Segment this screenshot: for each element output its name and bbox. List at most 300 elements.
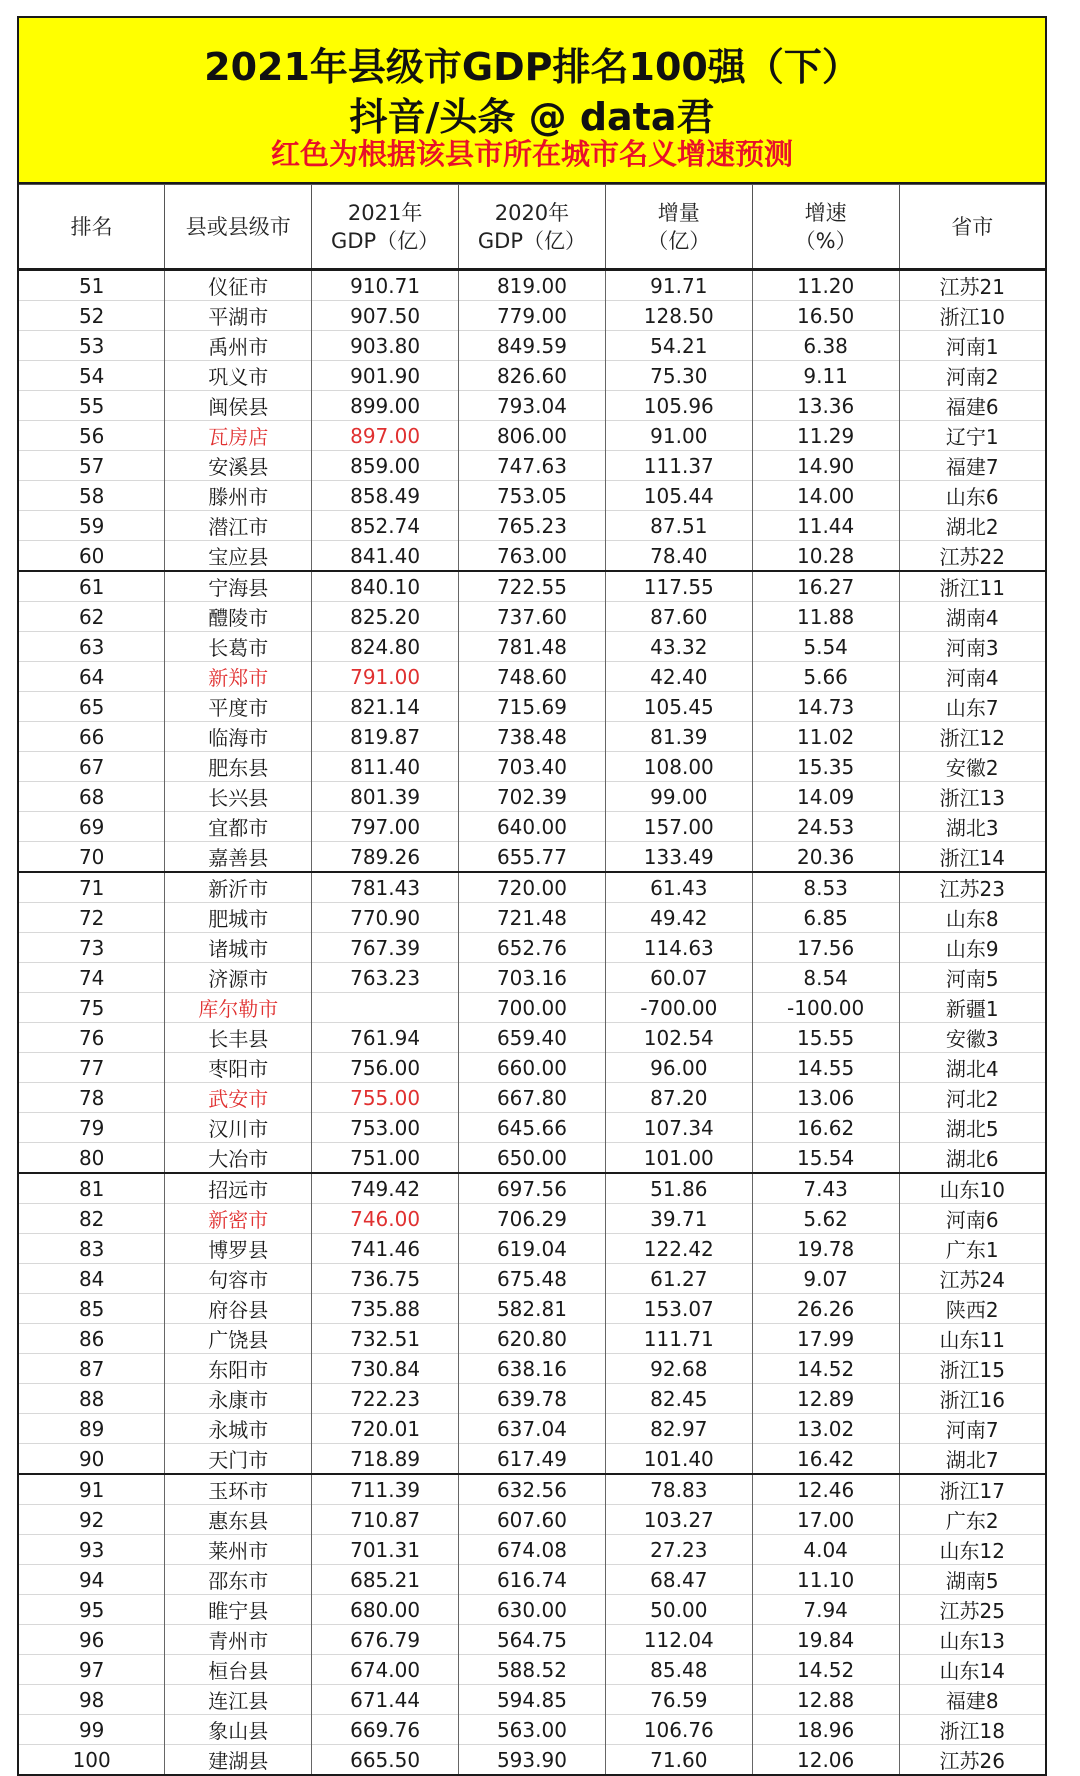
cell-growth: 7.43 xyxy=(752,1173,899,1204)
cell-gdp2021: 735.88 xyxy=(312,1294,459,1324)
cell-province: 浙江18 xyxy=(899,1715,1046,1745)
cell-rank: 93 xyxy=(18,1535,165,1565)
cell-increase: 117.55 xyxy=(605,571,752,602)
table-row xyxy=(18,1625,1046,1655)
header-line: 省市 xyxy=(951,214,994,239)
cell-gdp2021: 730.84 xyxy=(312,1354,459,1384)
cell-gdp2020: 703.40 xyxy=(459,752,606,782)
cell-gdp2021: 899.00 xyxy=(312,391,459,421)
cell-growth: 13.36 xyxy=(752,391,899,421)
cell-growth: 12.88 xyxy=(752,1685,899,1715)
cell-rank: 89 xyxy=(18,1414,165,1444)
cell-county: 诸城市 xyxy=(165,933,312,963)
header-line: 增速 xyxy=(804,200,847,225)
cell-increase: 50.00 xyxy=(605,1595,752,1625)
cell-increase: 99.00 xyxy=(605,782,752,812)
table-row xyxy=(18,782,1046,812)
table-row xyxy=(18,1655,1046,1685)
header-line: GDP（亿） xyxy=(477,228,586,253)
gdp-ranking-table xyxy=(17,184,1047,1776)
cell-increase: 105.45 xyxy=(605,692,752,722)
cell-growth: 14.90 xyxy=(752,451,899,481)
table-row xyxy=(18,1023,1046,1053)
cell-gdp2020: 645.66 xyxy=(459,1113,606,1143)
header-line: （%） xyxy=(794,228,857,253)
table-row xyxy=(18,812,1046,842)
cell-gdp2020: 819.00 xyxy=(459,270,606,301)
header-line: （亿） xyxy=(647,228,711,253)
cell-province: 湖北5 xyxy=(899,1113,1046,1143)
table-row xyxy=(18,511,1046,541)
cell-county: 临海市 xyxy=(165,722,312,752)
cell-county: 平度市 xyxy=(165,692,312,722)
cell-gdp2021: 711.39 xyxy=(312,1474,459,1505)
cell-province: 辽宁1 xyxy=(899,421,1046,451)
table-row xyxy=(18,421,1046,451)
cell-gdp2020: 619.04 xyxy=(459,1234,606,1264)
table-row xyxy=(18,1264,1046,1294)
cell-county: 滕州市 xyxy=(165,481,312,511)
cell-county: 长葛市 xyxy=(165,632,312,662)
cell-gdp2020: 721.48 xyxy=(459,903,606,933)
cell-province: 河南1 xyxy=(899,331,1046,361)
cell-growth: 8.54 xyxy=(752,963,899,993)
cell-rank: 79 xyxy=(18,1113,165,1143)
cell-growth: 11.88 xyxy=(752,602,899,632)
cell-increase: 76.59 xyxy=(605,1685,752,1715)
cell-increase: 51.86 xyxy=(605,1173,752,1204)
cell-gdp2021: 811.40 xyxy=(312,752,459,782)
cell-increase: 60.07 xyxy=(605,963,752,993)
cell-gdp2020: 607.60 xyxy=(459,1505,606,1535)
cell-rank: 73 xyxy=(18,933,165,963)
cell-province: 湖南4 xyxy=(899,602,1046,632)
cell-gdp2021: 910.71 xyxy=(312,270,459,301)
table-row xyxy=(18,1745,1046,1776)
cell-increase: 157.00 xyxy=(605,812,752,842)
cell-province: 浙江11 xyxy=(899,571,1046,602)
cell-growth: 16.27 xyxy=(752,571,899,602)
header-line: 排名 xyxy=(70,214,113,239)
cell-county: 惠东县 xyxy=(165,1505,312,1535)
cell-growth: 16.42 xyxy=(752,1444,899,1475)
cell-province: 山东13 xyxy=(899,1625,1046,1655)
cell-increase: 153.07 xyxy=(605,1294,752,1324)
cell-growth: 11.10 xyxy=(752,1565,899,1595)
table-row xyxy=(18,692,1046,722)
cell-gdp2021: 756.00 xyxy=(312,1053,459,1083)
cell-increase: 105.96 xyxy=(605,391,752,421)
page-title: 2021年县级市GDP排名100强（下） xyxy=(204,45,860,89)
cell-growth: 9.11 xyxy=(752,361,899,391)
cell-rank: 94 xyxy=(18,1565,165,1595)
cell-growth: 16.50 xyxy=(752,301,899,331)
table-row xyxy=(18,451,1046,481)
cell-county: 睢宁县 xyxy=(165,1595,312,1625)
cell-growth: 11.02 xyxy=(752,722,899,752)
table-row xyxy=(18,993,1046,1023)
col-header-rank xyxy=(18,185,165,270)
cell-province: 山东14 xyxy=(899,1655,1046,1685)
cell-rank: 84 xyxy=(18,1264,165,1294)
cell-gdp2020: 737.60 xyxy=(459,602,606,632)
cell-rank: 96 xyxy=(18,1625,165,1655)
cell-increase: 111.37 xyxy=(605,451,752,481)
cell-gdp2021: 755.00 xyxy=(312,1083,459,1113)
cell-rank: 97 xyxy=(18,1655,165,1685)
col-header-province xyxy=(899,185,1046,270)
cell-rank: 88 xyxy=(18,1384,165,1414)
table-row xyxy=(18,963,1046,993)
cell-province: 新疆1 xyxy=(899,993,1046,1023)
cell-county: 汉川市 xyxy=(165,1113,312,1143)
cell-rank: 58 xyxy=(18,481,165,511)
cell-county: 枣阳市 xyxy=(165,1053,312,1083)
cell-province: 湖北3 xyxy=(899,812,1046,842)
cell-county: 武安市 xyxy=(165,1083,312,1113)
cell-gdp2021: 676.79 xyxy=(312,1625,459,1655)
cell-county: 府谷县 xyxy=(165,1294,312,1324)
cell-gdp2020: 675.48 xyxy=(459,1264,606,1294)
cell-province: 福建8 xyxy=(899,1685,1046,1715)
cell-rank: 60 xyxy=(18,541,165,572)
cell-growth: 4.04 xyxy=(752,1535,899,1565)
cell-growth: 14.00 xyxy=(752,481,899,511)
cell-growth: 20.36 xyxy=(752,842,899,873)
table-row xyxy=(18,270,1046,301)
cell-province: 河南3 xyxy=(899,632,1046,662)
cell-county: 莱州市 xyxy=(165,1535,312,1565)
cell-gdp2020: 779.00 xyxy=(459,301,606,331)
cell-province: 山东9 xyxy=(899,933,1046,963)
cell-province: 浙江16 xyxy=(899,1384,1046,1414)
gdp-ranking-sheet xyxy=(17,16,1051,1773)
cell-increase: 101.40 xyxy=(605,1444,752,1475)
cell-rank: 90 xyxy=(18,1444,165,1475)
cell-gdp2021: 841.40 xyxy=(312,541,459,572)
cell-increase: 128.50 xyxy=(605,301,752,331)
table-row xyxy=(18,361,1046,391)
cell-province: 江苏21 xyxy=(899,270,1046,301)
cell-growth: 14.52 xyxy=(752,1354,899,1384)
cell-increase: 96.00 xyxy=(605,1053,752,1083)
cell-county: 肥东县 xyxy=(165,752,312,782)
cell-rank: 69 xyxy=(18,812,165,842)
cell-province: 山东12 xyxy=(899,1535,1046,1565)
table-row xyxy=(18,1384,1046,1414)
cell-increase: 105.44 xyxy=(605,481,752,511)
cell-gdp2020: 702.39 xyxy=(459,782,606,812)
cell-gdp2020: 667.80 xyxy=(459,1083,606,1113)
cell-increase: 106.76 xyxy=(605,1715,752,1745)
cell-county: 宝应县 xyxy=(165,541,312,572)
cell-rank: 74 xyxy=(18,963,165,993)
cell-county: 天门市 xyxy=(165,1444,312,1475)
cell-increase: 101.00 xyxy=(605,1143,752,1174)
cell-growth: 8.53 xyxy=(752,872,899,903)
cell-rank: 82 xyxy=(18,1204,165,1234)
cell-province: 山东7 xyxy=(899,692,1046,722)
cell-county: 新密市 xyxy=(165,1204,312,1234)
cell-gdp2020: 616.74 xyxy=(459,1565,606,1595)
cell-gdp2021: 701.31 xyxy=(312,1535,459,1565)
cell-gdp2021: 746.00 xyxy=(312,1204,459,1234)
cell-gdp2020: 806.00 xyxy=(459,421,606,451)
cell-growth: 9.07 xyxy=(752,1264,899,1294)
cell-county: 新沂市 xyxy=(165,872,312,903)
cell-rank: 52 xyxy=(18,301,165,331)
cell-rank: 77 xyxy=(18,1053,165,1083)
cell-gdp2020: 588.52 xyxy=(459,1655,606,1685)
cell-county: 闽侯县 xyxy=(165,391,312,421)
cell-province: 江苏22 xyxy=(899,541,1046,572)
cell-rank: 67 xyxy=(18,752,165,782)
cell-rank: 86 xyxy=(18,1324,165,1354)
cell-province: 浙江15 xyxy=(899,1354,1046,1384)
header-line: 增量 xyxy=(657,200,700,225)
cell-county: 长丰县 xyxy=(165,1023,312,1053)
cell-gdp2020: 849.59 xyxy=(459,331,606,361)
cell-county: 平湖市 xyxy=(165,301,312,331)
cell-rank: 83 xyxy=(18,1234,165,1264)
cell-rank: 85 xyxy=(18,1294,165,1324)
cell-gdp2021: 753.00 xyxy=(312,1113,459,1143)
cell-gdp2020: 700.00 xyxy=(459,993,606,1023)
cell-rank: 70 xyxy=(18,842,165,873)
cell-gdp2020: 753.05 xyxy=(459,481,606,511)
cell-county: 宜都市 xyxy=(165,812,312,842)
cell-growth: 5.54 xyxy=(752,632,899,662)
table-row xyxy=(18,1595,1046,1625)
cell-rank: 78 xyxy=(18,1083,165,1113)
cell-province: 浙江13 xyxy=(899,782,1046,812)
table-row xyxy=(18,1535,1046,1565)
table-row xyxy=(18,662,1046,692)
cell-province: 山东6 xyxy=(899,481,1046,511)
cell-increase: 91.71 xyxy=(605,270,752,301)
cell-rank: 56 xyxy=(18,421,165,451)
cell-gdp2021: 669.76 xyxy=(312,1715,459,1745)
cell-gdp2021: 763.23 xyxy=(312,963,459,993)
cell-increase: 71.60 xyxy=(605,1745,752,1776)
cell-growth: 12.06 xyxy=(752,1745,899,1776)
table-row xyxy=(18,1053,1046,1083)
cell-increase: 49.42 xyxy=(605,903,752,933)
cell-gdp2021: 824.80 xyxy=(312,632,459,662)
cell-province: 湖南5 xyxy=(899,1565,1046,1595)
cell-growth: 16.62 xyxy=(752,1113,899,1143)
cell-growth: 18.96 xyxy=(752,1715,899,1745)
cell-rank: 55 xyxy=(18,391,165,421)
header-line: 2020年 xyxy=(494,200,570,225)
table-row xyxy=(18,1444,1046,1475)
cell-increase: 85.48 xyxy=(605,1655,752,1685)
cell-growth: 17.56 xyxy=(752,933,899,963)
cell-increase: 61.27 xyxy=(605,1264,752,1294)
cell-growth: 6.85 xyxy=(752,903,899,933)
cell-county: 肥城市 xyxy=(165,903,312,933)
col-header-increase xyxy=(605,185,752,270)
cell-county: 连江县 xyxy=(165,1685,312,1715)
table-row xyxy=(18,1565,1046,1595)
cell-gdp2021: 858.49 xyxy=(312,481,459,511)
table-row xyxy=(18,1354,1046,1384)
cell-gdp2021: 767.39 xyxy=(312,933,459,963)
cell-gdp2021 xyxy=(312,993,459,1023)
cell-gdp2021: 722.23 xyxy=(312,1384,459,1414)
col-header-gdp2021 xyxy=(312,185,459,270)
cell-gdp2020: 638.16 xyxy=(459,1354,606,1384)
cell-increase: 91.00 xyxy=(605,421,752,451)
table-row xyxy=(18,632,1046,662)
cell-province: 河北2 xyxy=(899,1083,1046,1113)
cell-gdp2020: 564.75 xyxy=(459,1625,606,1655)
cell-rank: 76 xyxy=(18,1023,165,1053)
cell-increase: 78.83 xyxy=(605,1474,752,1505)
cell-gdp2021: 801.39 xyxy=(312,782,459,812)
cell-rank: 87 xyxy=(18,1354,165,1384)
cell-gdp2020: 763.00 xyxy=(459,541,606,572)
cell-county: 建湖县 xyxy=(165,1745,312,1776)
cell-province: 浙江12 xyxy=(899,722,1046,752)
cell-rank: 72 xyxy=(18,903,165,933)
cell-growth: 12.46 xyxy=(752,1474,899,1505)
cell-province: 河南2 xyxy=(899,361,1046,391)
cell-increase: 87.60 xyxy=(605,602,752,632)
cell-gdp2020: 637.04 xyxy=(459,1414,606,1444)
cell-province: 湖北6 xyxy=(899,1143,1046,1174)
cell-gdp2021: 749.42 xyxy=(312,1173,459,1204)
cell-gdp2021: 720.01 xyxy=(312,1414,459,1444)
cell-province: 河南4 xyxy=(899,662,1046,692)
cell-increase: 68.47 xyxy=(605,1565,752,1595)
cell-gdp2020: 655.77 xyxy=(459,842,606,873)
table-row xyxy=(18,602,1046,632)
cell-growth: 6.38 xyxy=(752,331,899,361)
cell-gdp2020: 738.48 xyxy=(459,722,606,752)
cell-gdp2020: 748.60 xyxy=(459,662,606,692)
cell-province: 浙江17 xyxy=(899,1474,1046,1505)
cell-province: 江苏25 xyxy=(899,1595,1046,1625)
cell-gdp2021: 751.00 xyxy=(312,1143,459,1174)
table-row xyxy=(18,1414,1046,1444)
table-row xyxy=(18,872,1046,903)
estimate-note: 红色为根据该县市所在城市名义增速预测 xyxy=(270,137,793,171)
cell-gdp2021: 674.00 xyxy=(312,1655,459,1685)
cell-rank: 65 xyxy=(18,692,165,722)
cell-growth: 19.78 xyxy=(752,1234,899,1264)
table-row xyxy=(18,481,1046,511)
table-row xyxy=(18,842,1046,873)
cell-gdp2020: 582.81 xyxy=(459,1294,606,1324)
cell-gdp2020: 630.00 xyxy=(459,1595,606,1625)
cell-rank: 98 xyxy=(18,1685,165,1715)
cell-rank: 57 xyxy=(18,451,165,481)
cell-county: 句容市 xyxy=(165,1264,312,1294)
cell-province: 陕西2 xyxy=(899,1294,1046,1324)
header-line: 县或县级市 xyxy=(185,214,291,239)
cell-growth: 26.26 xyxy=(752,1294,899,1324)
table-row xyxy=(18,722,1046,752)
cell-gdp2021: 741.46 xyxy=(312,1234,459,1264)
cell-province: 河南5 xyxy=(899,963,1046,993)
cell-gdp2020: 593.90 xyxy=(459,1745,606,1776)
cell-province: 安徽2 xyxy=(899,752,1046,782)
cell-county: 济源市 xyxy=(165,963,312,993)
cell-growth: 7.94 xyxy=(752,1595,899,1625)
cell-growth: 11.44 xyxy=(752,511,899,541)
cell-province: 湖北2 xyxy=(899,511,1046,541)
cell-province: 江苏24 xyxy=(899,1264,1046,1294)
cell-gdp2021: 671.44 xyxy=(312,1685,459,1715)
table-row xyxy=(18,933,1046,963)
table-row xyxy=(18,1324,1046,1354)
cell-increase: 78.40 xyxy=(605,541,752,572)
table-row xyxy=(18,1474,1046,1505)
cell-growth: 13.02 xyxy=(752,1414,899,1444)
cell-gdp2021: 685.21 xyxy=(312,1565,459,1595)
cell-county: 邵东市 xyxy=(165,1565,312,1595)
cell-gdp2021: 840.10 xyxy=(312,571,459,602)
cell-gdp2020: 765.23 xyxy=(459,511,606,541)
cell-gdp2021: 821.14 xyxy=(312,692,459,722)
cell-county: 博罗县 xyxy=(165,1234,312,1264)
cell-province: 广东2 xyxy=(899,1505,1046,1535)
cell-increase: 92.68 xyxy=(605,1354,752,1384)
table-row xyxy=(18,903,1046,933)
cell-gdp2021: 665.50 xyxy=(312,1745,459,1776)
page-subtitle: 抖音/头条 @ data君 xyxy=(349,95,715,139)
table-row xyxy=(18,301,1046,331)
cell-rank: 92 xyxy=(18,1505,165,1535)
cell-gdp2020: 747.63 xyxy=(459,451,606,481)
header-line: GDP（亿） xyxy=(331,228,440,253)
cell-gdp2020: 640.00 xyxy=(459,812,606,842)
cell-county: 瓦房店 xyxy=(165,421,312,451)
cell-gdp2020: 706.29 xyxy=(459,1204,606,1234)
cell-growth: 5.66 xyxy=(752,662,899,692)
cell-gdp2020: 639.78 xyxy=(459,1384,606,1414)
cell-gdp2021: 761.94 xyxy=(312,1023,459,1053)
cell-county: 玉环市 xyxy=(165,1474,312,1505)
cell-county: 招远市 xyxy=(165,1173,312,1204)
cell-province: 河南7 xyxy=(899,1414,1046,1444)
table-row xyxy=(18,541,1046,572)
cell-county: 大冶市 xyxy=(165,1143,312,1174)
cell-rank: 64 xyxy=(18,662,165,692)
cell-county: 永城市 xyxy=(165,1414,312,1444)
table-row xyxy=(18,1143,1046,1174)
cell-growth: 15.35 xyxy=(752,752,899,782)
cell-gdp2021: 718.89 xyxy=(312,1444,459,1475)
table-row xyxy=(18,391,1046,421)
cell-county: 嘉善县 xyxy=(165,842,312,873)
cell-increase: 82.45 xyxy=(605,1384,752,1414)
cell-gdp2020: 620.80 xyxy=(459,1324,606,1354)
cell-gdp2021: 901.90 xyxy=(312,361,459,391)
col-header-county xyxy=(165,185,312,270)
cell-gdp2020: 793.04 xyxy=(459,391,606,421)
cell-province: 江苏23 xyxy=(899,872,1046,903)
title-banner xyxy=(17,16,1047,184)
cell-gdp2020: 563.00 xyxy=(459,1715,606,1745)
cell-rank: 59 xyxy=(18,511,165,541)
col-header-growth xyxy=(752,185,899,270)
cell-increase: 81.39 xyxy=(605,722,752,752)
cell-rank: 68 xyxy=(18,782,165,812)
cell-growth: 12.89 xyxy=(752,1384,899,1414)
cell-growth: 14.73 xyxy=(752,692,899,722)
